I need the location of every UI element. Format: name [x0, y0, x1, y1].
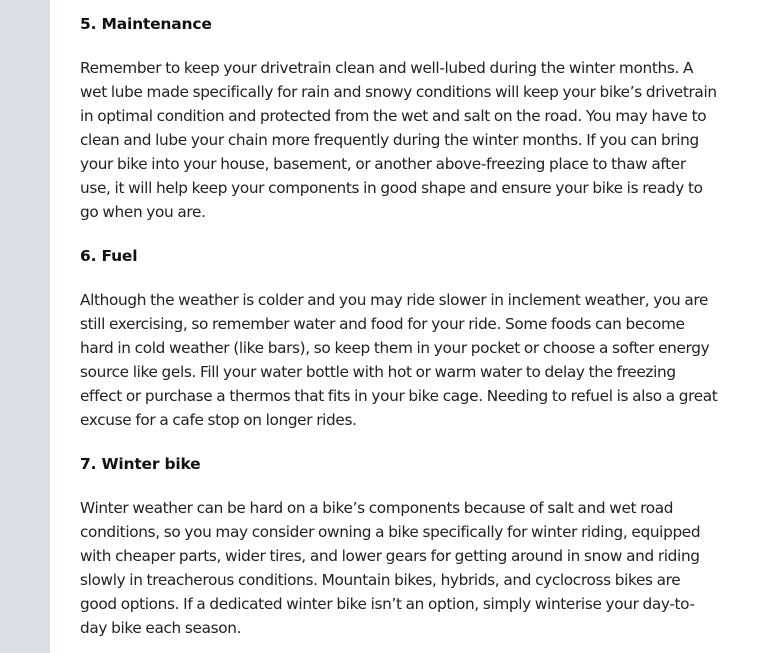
section-heading-maintenance: 5. Maintenance	[80, 15, 212, 33]
section-heading-fuel: 6. Fuel	[80, 247, 138, 265]
section-maintenance	[80, 12, 720, 224]
section-body-winter-bike: Winter weather can be hard on a bike’s components because of salt and wet road conditions, so you may consider owning a bike specifically for winter riding, equipped with cheaper parts, wider tires, and lower gears for getting around in snow and riding slowly in treacherous conditions. Mountain bikes, hybrids, and cyclocross bikes are good options. If a dedicated winter bike isn’t an option, simply winterise your day-to-day bike each season.	[80, 499, 701, 637]
section-body-fuel: Although the weather is colder and you may ride slower in inclement weather, you are still exercising, so remember water and food for your ride. Some foods can become hard in cold weather (like bars), so keep them in your pocket or choose a softer energy source like gels. Fill your water bottle with hot or warm water to delay the freezing effect or purchase a thermos that fits in your bike cage. Needing to refuel is also a great excuse for a cafe stop on longer rides.	[80, 291, 718, 429]
section-fuel	[80, 244, 720, 432]
section-heading-winter-bike: 7. Winter bike	[80, 455, 201, 473]
article-content	[80, 12, 720, 653]
left-sidebar-strip	[0, 0, 50, 653]
section-winter-bike	[80, 452, 720, 640]
section-body-maintenance: Remember to keep your drivetrain clean and well-lubed during the winter months. A wet lube made specifically for rain and snowy conditions will keep your bike’s drivetrain in optimal condition and protected from the wet and salt on the road. You may have to clean and lube your chain more frequently during the winter months. If you can bring your bike into your house, basement, or another above-freezing place to thaw after use, it will help keep your components in good shape and ensure your bike is ready to go when you are.	[80, 59, 717, 221]
